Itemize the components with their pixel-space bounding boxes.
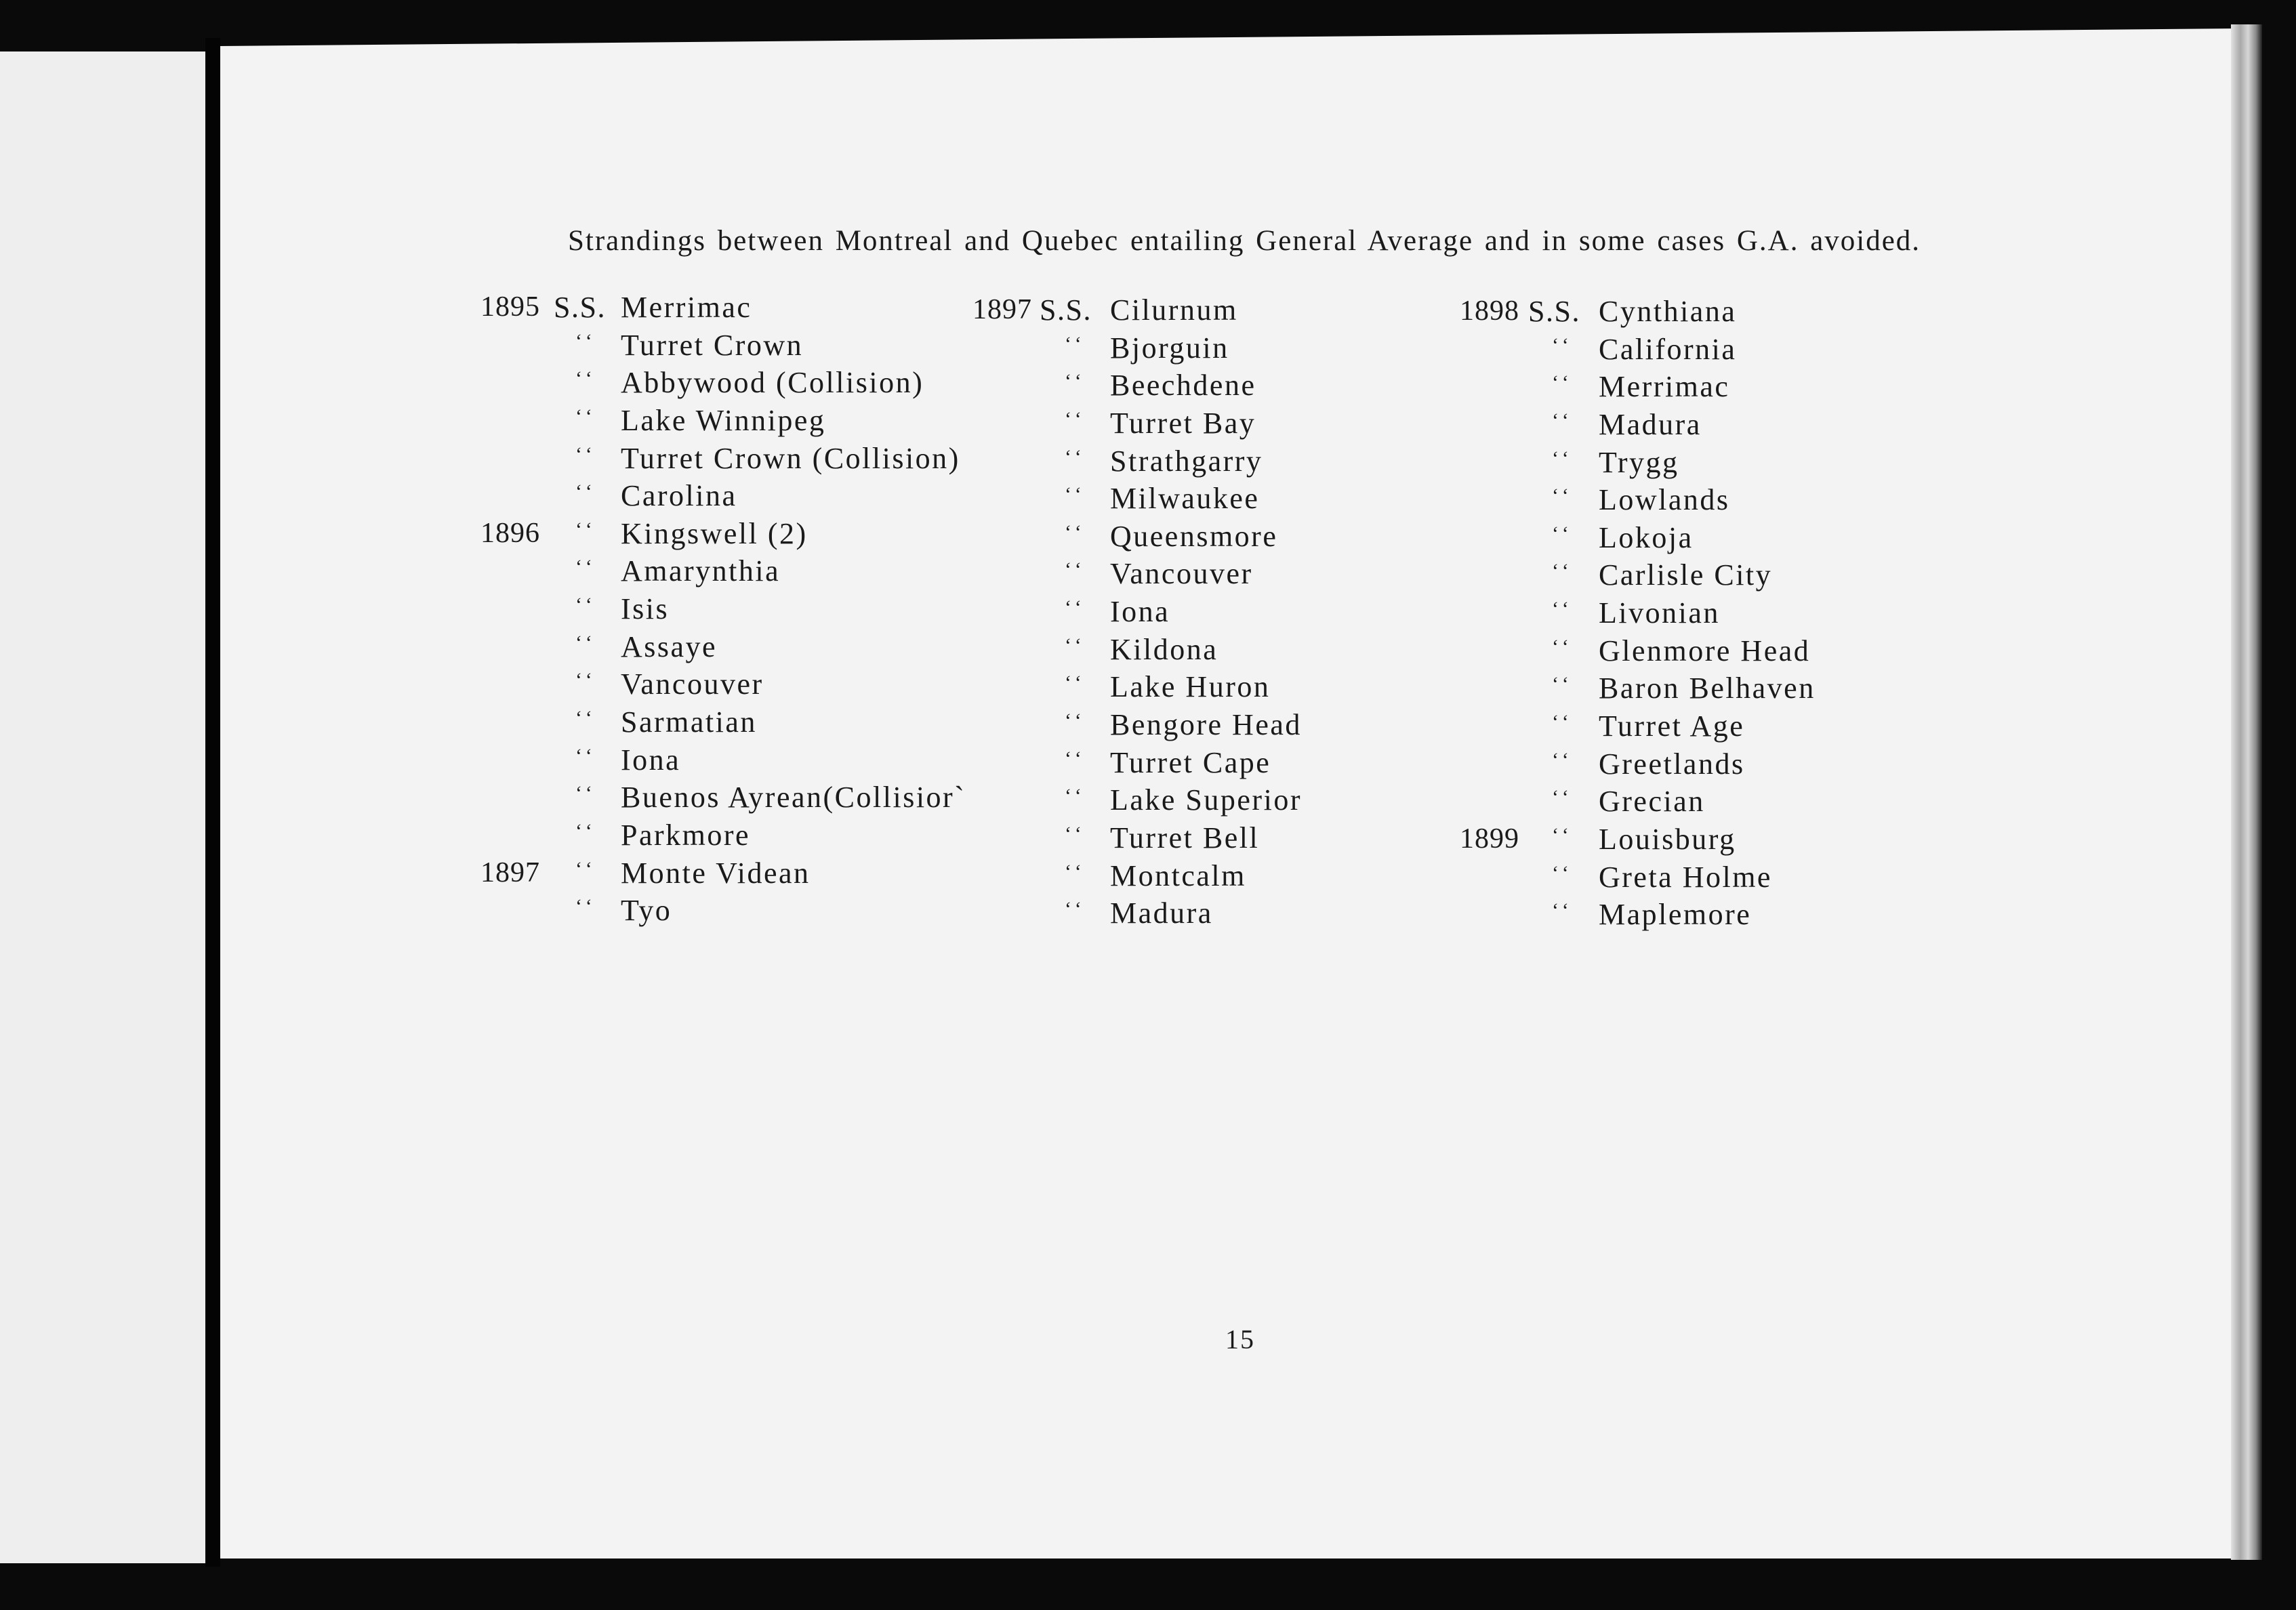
ship-name: Buenos Ayrean(Collisior` — [621, 781, 966, 814]
stranding-row — [480, 779, 966, 817]
year-label: 1898 — [1460, 295, 1519, 327]
ship-name: Amarynthia — [621, 554, 781, 588]
ditto-mark: ‘‘ — [575, 782, 597, 805]
ship-name: Madura — [1599, 407, 1702, 441]
ship-name: Turret Bay — [1110, 406, 1256, 440]
book-gutter — [205, 38, 220, 1567]
ditto-mark: ‘‘ — [575, 819, 597, 842]
ship-name: Greetlands — [1599, 747, 1745, 781]
ship-name: Grecian — [1599, 785, 1705, 819]
stranding-row — [480, 515, 955, 553]
ditto-mark: ‘‘ — [1552, 748, 1574, 771]
stranding-row — [1460, 331, 1934, 369]
stranding-row — [972, 631, 1447, 669]
stranding-row — [480, 854, 955, 892]
stranding-row — [972, 706, 1447, 744]
ship-name: Kildona — [1110, 632, 1218, 666]
ship-name: Greta Holme — [1599, 860, 1772, 894]
stranding-row — [480, 703, 955, 741]
stranding-row — [1460, 519, 1934, 557]
ship-name: Lake Huron — [1110, 670, 1271, 704]
ditto-mark: ‘‘ — [1065, 407, 1086, 430]
ship-name: California — [1599, 332, 1737, 366]
stranding-row — [480, 741, 955, 779]
year-label: 1899 — [1460, 823, 1519, 854]
year-label: 1896 — [480, 517, 540, 549]
stranding-row — [1460, 556, 1934, 594]
ship-name: Turret Bell — [1110, 821, 1260, 854]
ship-name: Bjorguin — [1110, 331, 1229, 365]
year-label: 1897 — [480, 856, 540, 888]
stranding-row — [1460, 293, 1934, 331]
ship-name: Turret Crown — [621, 328, 804, 362]
stranding-row — [972, 442, 1447, 480]
ditto-mark: ‘‘ — [1552, 861, 1574, 884]
strandings-column-1 — [480, 289, 966, 930]
ditto-mark: ‘‘ — [1552, 522, 1574, 545]
ditto-mark: ‘‘ — [575, 594, 597, 617]
left-page — [0, 51, 205, 1563]
ditto-mark: ‘‘ — [1552, 484, 1574, 508]
ditto-mark: ‘‘ — [575, 556, 597, 579]
ship-name: Lokoja — [1599, 520, 1694, 554]
ship-name: Queensmore — [1110, 519, 1278, 553]
ditto-mark: ‘‘ — [1065, 370, 1086, 393]
stranding-row — [1460, 368, 1934, 406]
ditto-mark: ‘‘ — [575, 744, 597, 767]
ditto-mark: ‘‘ — [575, 480, 597, 503]
stranding-row — [1460, 745, 1934, 783]
stranding-row — [1460, 632, 1934, 670]
ship-name: Bengore Head — [1110, 708, 1302, 742]
stranding-row — [1460, 707, 1934, 745]
ditto-mark: ‘‘ — [1552, 673, 1574, 696]
stranding-row — [480, 440, 960, 478]
stranding-row — [1460, 859, 1934, 896]
ship-name: Carolina — [621, 479, 737, 513]
year-label: 1895 — [480, 291, 540, 323]
ship-name: Livonian — [1599, 596, 1720, 630]
page-heading: Strandings between Montreal and Quebec entailing General Average and in some cases G.A. avoided. — [568, 225, 1921, 257]
ship-name: Vancouver — [1110, 557, 1253, 591]
ditto-mark: ‘‘ — [1065, 672, 1086, 695]
ditto-mark: ‘‘ — [1065, 709, 1086, 732]
ditto-mark: ‘‘ — [1065, 785, 1086, 808]
ditto-mark: ‘‘ — [1552, 447, 1574, 470]
ship-name: Lake Winnipeg — [621, 403, 826, 437]
ditto-mark: ‘‘ — [1065, 898, 1086, 921]
ditto-mark: ‘‘ — [575, 631, 597, 654]
ditto-mark: ‘‘ — [1552, 560, 1574, 583]
stranding-row — [480, 402, 955, 440]
ditto-mark: ‘‘ — [575, 707, 597, 730]
ship-name: Cynthiana — [1599, 295, 1737, 328]
ditto-mark: ‘‘ — [1065, 558, 1086, 581]
stranding-row — [972, 480, 1447, 518]
stranding-row — [972, 819, 1447, 857]
stranding-row — [480, 628, 955, 666]
ditto-mark: ‘‘ — [575, 405, 597, 428]
ship-name: Montcalm — [1110, 859, 1246, 892]
year-label: 1897 — [972, 294, 1032, 325]
ship-name: Baron Belhaven — [1599, 672, 1816, 705]
ditto-mark: ‘‘ — [1065, 332, 1086, 355]
ship-name: Iona — [621, 743, 681, 777]
ditto-mark: ‘‘ — [575, 669, 597, 692]
stranding-row — [1460, 594, 1934, 632]
ditto-mark: ‘‘ — [1552, 635, 1574, 658]
stranding-row — [1460, 896, 1934, 934]
ship-name: Kingswell (2) — [621, 516, 808, 550]
ship-name: Sarmatian — [621, 705, 757, 739]
ditto-mark: ‘‘ — [1552, 409, 1574, 432]
stranding-row — [480, 817, 955, 854]
stranding-row — [972, 367, 1447, 405]
stranding-row — [972, 291, 1447, 329]
ditto-mark: ‘‘ — [1552, 333, 1574, 356]
ditto-mark: ‘‘ — [575, 857, 597, 880]
strandings-column-3 — [1460, 293, 1934, 934]
ship-name: Madura — [1110, 896, 1213, 930]
stranding-row — [972, 894, 1447, 932]
stranding-row — [480, 477, 955, 515]
ship-name: Iona — [1110, 595, 1170, 629]
ditto-mark: ‘‘ — [1065, 483, 1086, 506]
ship-name: Merrimac — [621, 291, 752, 324]
stranding-row — [972, 518, 1447, 556]
stranding-row — [972, 857, 1447, 895]
stranding-row — [972, 593, 1447, 631]
stranding-row — [972, 329, 1447, 367]
stranding-row — [480, 665, 955, 703]
stranding-row — [972, 744, 1447, 782]
ship-name: Milwaukee — [1110, 482, 1260, 516]
ship-prefix: S.S. — [554, 291, 606, 324]
ship-prefix: S.S. — [1040, 293, 1092, 327]
ditto-mark: ‘‘ — [1552, 823, 1574, 846]
ship-name: Louisburg — [1599, 822, 1736, 856]
ship-name: Monte Videan — [621, 856, 811, 890]
ship-name: Isis — [621, 592, 670, 626]
ditto-mark: ‘‘ — [575, 367, 597, 390]
ditto-mark: ‘‘ — [1065, 634, 1086, 657]
stranding-row — [480, 590, 955, 628]
stranding-row — [480, 327, 955, 365]
ditto-mark: ‘‘ — [1065, 445, 1086, 468]
ditto-mark: ‘‘ — [575, 895, 597, 918]
stranding-row — [480, 552, 955, 590]
ditto-mark: ‘‘ — [575, 518, 597, 541]
stranding-row — [480, 364, 955, 402]
ship-name: Merrimac — [1599, 370, 1730, 404]
ship-name: Glenmore Head — [1599, 634, 1811, 667]
ship-name: Turret Age — [1599, 709, 1745, 743]
stranding-row — [1460, 821, 1934, 859]
page-number: 15 — [1225, 1324, 1255, 1355]
stranding-row — [1460, 783, 1934, 821]
ditto-mark: ‘‘ — [1552, 598, 1574, 621]
ditto-mark: ‘‘ — [1552, 711, 1574, 734]
stranding-row — [1460, 669, 1934, 707]
ditto-mark: ‘‘ — [1065, 596, 1086, 619]
stranding-row — [1460, 481, 1934, 519]
stranding-row — [480, 289, 955, 327]
ditto-mark: ‘‘ — [1065, 747, 1086, 770]
ditto-mark: ‘‘ — [1552, 371, 1574, 394]
ship-name: Turret Cape — [1110, 745, 1271, 779]
ship-name: Assaye — [621, 629, 718, 663]
ditto-mark: ‘‘ — [1552, 899, 1574, 922]
stranding-row — [1460, 444, 1934, 482]
ditto-mark: ‘‘ — [575, 329, 597, 352]
ship-name: Lake Superior — [1110, 783, 1302, 817]
ship-name: Lowlands — [1599, 483, 1730, 517]
strandings-column-2 — [972, 291, 1447, 932]
ship-name: Strathgarry — [1110, 444, 1263, 478]
ditto-mark: ‘‘ — [1065, 822, 1086, 845]
stranding-row — [972, 781, 1447, 819]
stranding-row — [972, 405, 1447, 442]
ditto-mark: ‘‘ — [575, 442, 597, 466]
ditto-mark: ‘‘ — [1065, 860, 1086, 883]
ship-name: Beechdene — [1110, 369, 1256, 403]
ship-name: Parkmore — [621, 818, 751, 852]
ship-name: Carlisle City — [1599, 558, 1773, 592]
ship-prefix: S.S. — [1528, 295, 1580, 328]
page-edge — [2231, 24, 2262, 1560]
stranding-row — [972, 668, 1447, 706]
ship-name: Trygg — [1599, 445, 1679, 479]
ditto-mark: ‘‘ — [1065, 520, 1086, 543]
ship-name: Turret Crown (Collision) — [621, 441, 960, 475]
ship-name: Maplemore — [1599, 898, 1752, 932]
stranding-row — [1460, 406, 1934, 444]
ship-name: Vancouver — [621, 667, 764, 701]
ship-name: Tyo — [621, 894, 672, 928]
stranding-row — [480, 892, 955, 930]
ship-name: Abbywood (Collision) — [621, 366, 924, 400]
ditto-mark: ‘‘ — [1552, 786, 1574, 809]
stranding-row — [972, 555, 1447, 593]
ship-name: Cilurnum — [1110, 293, 1238, 327]
